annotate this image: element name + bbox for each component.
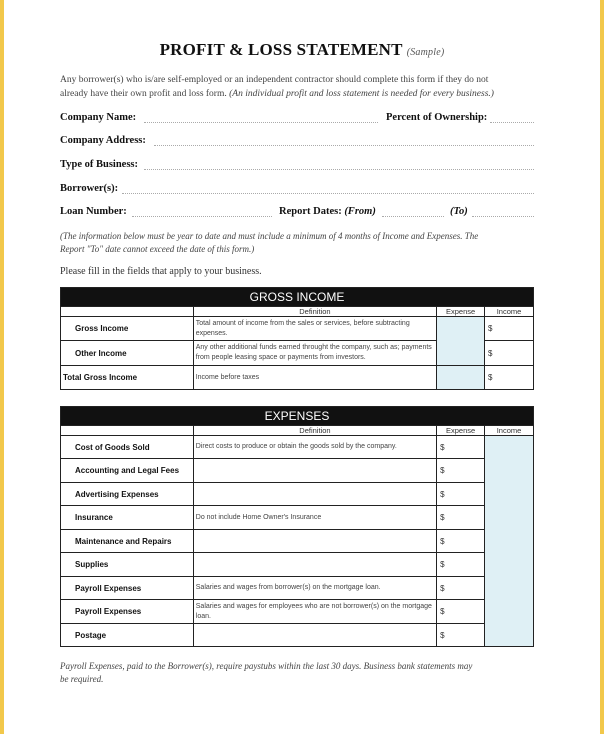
- intro-line-2-italic: (An individual profit and loss statement is needed for every business.): [229, 89, 494, 99]
- gross-income-income-header: Income: [485, 307, 534, 317]
- from-label: (From): [344, 206, 376, 217]
- expense-cell[interactable]: $: [437, 577, 485, 600]
- row-label: Total Gross Income: [61, 366, 194, 390]
- row-definition: Salaries and wages from borrower(s) on the mortgage loan.: [193, 577, 436, 600]
- note-line-2: Report "To" date cannot exceed the date of this form.): [60, 244, 255, 254]
- expense-cell[interactable]: $: [437, 530, 485, 553]
- table-row: [61, 600, 534, 624]
- income-cell[interactable]: $: [485, 366, 534, 390]
- expense-cell[interactable]: $: [437, 600, 485, 624]
- expense-cell[interactable]: $: [437, 436, 485, 459]
- table-row: [61, 459, 534, 483]
- row-label: Insurance: [61, 506, 194, 530]
- borrowers-field[interactable]: [122, 183, 534, 194]
- expenses-income-header: Income: [485, 426, 534, 436]
- from-date-field[interactable]: [382, 206, 444, 217]
- gross-income-header: GROSS INCOME: [61, 288, 534, 307]
- expenses-table: [60, 406, 534, 647]
- company-address-label: Company Address:: [60, 135, 146, 146]
- note-line-1: (The information below must be year to date and must include a minimum of 4 months of Income and Expenses. The: [60, 231, 479, 241]
- row-label: Payroll Expenses: [61, 577, 194, 600]
- footnote-line-1: Payroll Expenses, paid to the Borrower(s), require paystubs within the last 30 days. Business bank statements may: [60, 661, 473, 671]
- table-row: [61, 577, 534, 600]
- table-row: [61, 317, 534, 341]
- expense-cell[interactable]: $: [437, 483, 485, 506]
- row-label: Maintenance and Repairs: [61, 530, 194, 553]
- expense-cell[interactable]: $: [437, 624, 485, 647]
- table-row: [61, 624, 534, 647]
- type-of-business-label: Type of Business:: [60, 159, 138, 170]
- row-definition: [193, 530, 436, 553]
- row-definition: Any other additional funds earned throught the company, such as; payments from people leasing space or payments from investors.: [193, 341, 436, 366]
- row-label: Payroll Expenses: [61, 600, 194, 624]
- row-definition: Income before taxes: [193, 366, 436, 390]
- page-title: [4, 40, 600, 60]
- table-row: [61, 366, 534, 390]
- intro-paragraph: [60, 73, 530, 101]
- gross-income-definition-header: Definition: [193, 307, 436, 317]
- gross-income-expense-header: Expense: [437, 307, 485, 317]
- gross-income-blank-header: [61, 307, 194, 317]
- expenses-header: EXPENSES: [61, 407, 534, 426]
- to-date-field[interactable]: [472, 206, 534, 217]
- company-name-field[interactable]: [144, 112, 378, 123]
- row-definition: Salaries and wages for employees who are not borrower(s) on the mortgage loan.: [193, 600, 436, 624]
- title-tag: (Sample): [406, 47, 445, 58]
- row-label: Supplies: [61, 553, 194, 577]
- row-label: Advertising Expenses: [61, 483, 194, 506]
- income-cell[interactable]: $: [485, 341, 534, 366]
- percent-ownership-field[interactable]: [490, 112, 534, 123]
- expense-cell[interactable]: [437, 366, 485, 390]
- type-of-business-field[interactable]: [144, 159, 534, 170]
- row-definition: Total amount of income from the sales or services, before subtracting expenses.: [193, 317, 436, 341]
- row-label: Postage: [61, 624, 194, 647]
- expenses-expense-header: Expense: [437, 426, 485, 436]
- row-definition: [193, 459, 436, 483]
- row-label: Other Income: [61, 341, 194, 366]
- table-row: [61, 506, 534, 530]
- intro-line-1: Any borrower(s) who is/are self-employed or an independent contractor should complete this form if they do not: [60, 75, 489, 85]
- row-label: Gross Income: [61, 317, 194, 341]
- expense-cell[interactable]: $: [437, 553, 485, 577]
- loan-number-label: Loan Number:: [60, 206, 127, 217]
- expense-cell[interactable]: [437, 317, 485, 366]
- percent-ownership-label: Percent of Ownership:: [386, 112, 488, 123]
- footnote: [60, 660, 540, 686]
- table-row: [61, 553, 534, 577]
- table-row: [61, 483, 534, 506]
- expense-cell[interactable]: $: [437, 459, 485, 483]
- to-text: (To): [450, 206, 468, 217]
- footnote-line-2: be required.: [60, 674, 104, 684]
- expense-cell[interactable]: $: [437, 506, 485, 530]
- instructions-note: [60, 230, 540, 256]
- row-definition: Do not include Home Owner's Insurance: [193, 506, 436, 530]
- borrowers-label: Borrower(s):: [60, 183, 119, 194]
- loan-number-field[interactable]: [132, 206, 272, 217]
- document-page: [4, 0, 600, 734]
- table-row: [61, 436, 534, 459]
- intro-line-2: already have their own profit and loss form.: [60, 89, 230, 99]
- row-definition: Direct costs to produce or obtain the goods sold by the company.: [193, 436, 436, 459]
- title-text: PROFIT & LOSS STATEMENT: [159, 40, 403, 59]
- expenses-blank-header: [61, 426, 194, 436]
- expenses-definition-header: Definition: [193, 426, 436, 436]
- company-name-label: Company Name:: [60, 112, 137, 123]
- fill-in-instruction: Please fill in the fields that apply to your business.: [60, 266, 262, 277]
- row-label: Accounting and Legal Fees: [61, 459, 194, 483]
- to-label: [450, 206, 468, 217]
- income-cell[interactable]: $: [485, 317, 534, 341]
- gross-income-table: [60, 287, 534, 390]
- report-dates-label: [279, 206, 376, 217]
- row-label: Cost of Goods Sold: [61, 436, 194, 459]
- row-definition: [193, 624, 436, 647]
- company-address-field[interactable]: [154, 135, 534, 146]
- income-cell[interactable]: [485, 436, 534, 647]
- table-row: [61, 530, 534, 553]
- row-definition: [193, 553, 436, 577]
- report-dates-text: Report Dates:: [279, 206, 342, 217]
- row-definition: [193, 483, 436, 506]
